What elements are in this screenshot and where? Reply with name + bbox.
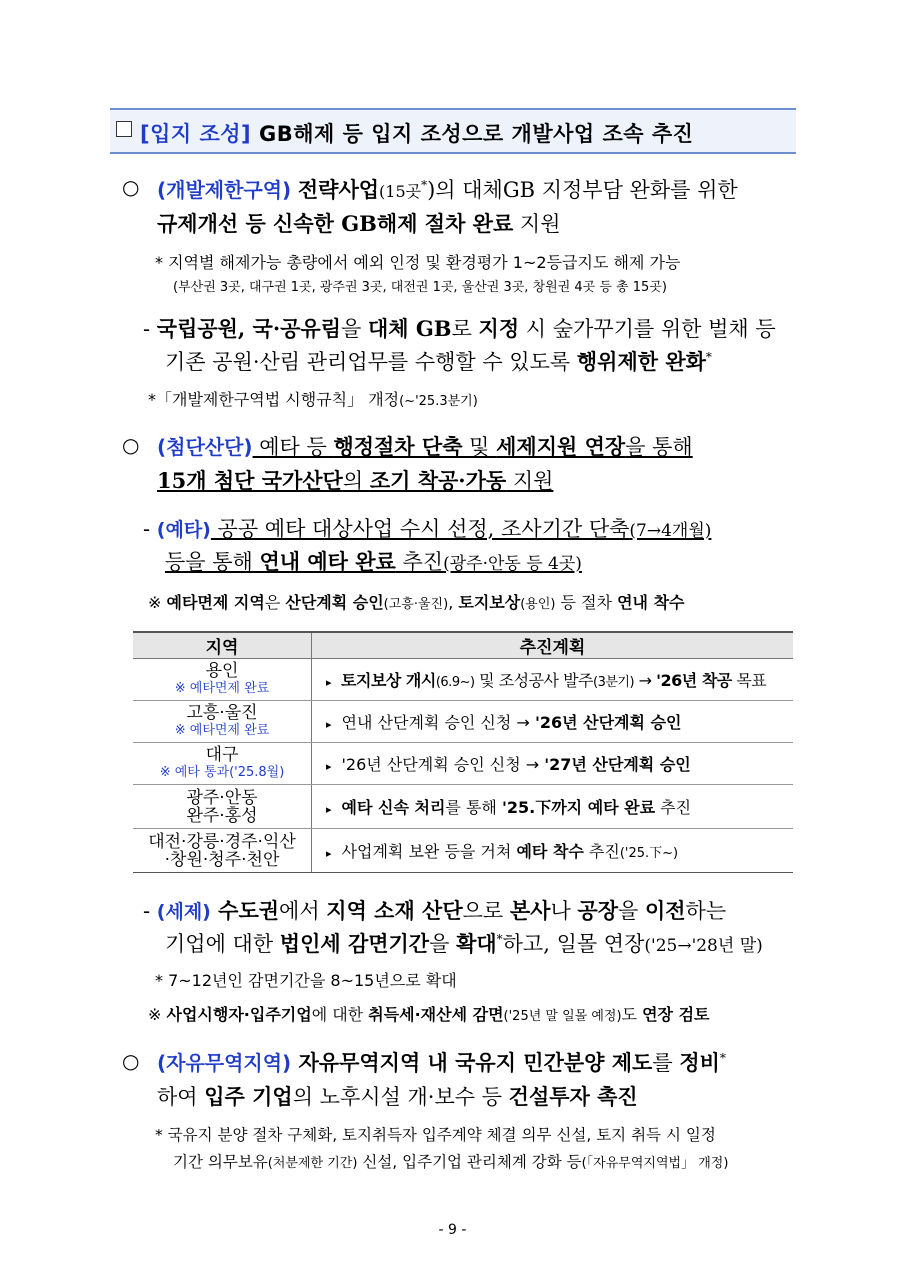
s2-d2-places: (광주·안동 등 4곳)	[443, 554, 582, 574]
s1-line1	[157, 174, 738, 204]
s2-t4: 의	[342, 469, 370, 493]
plan-text: 추진	[655, 798, 692, 817]
plan-strong: 토지보상 개시	[341, 671, 436, 690]
region-sub: ※ 예타 통과('25.8월)	[159, 764, 285, 780]
s1-note1b: (부산권 3곳, 대구권 1곳, 광주권 3곳, 대전권 1곳, 울산권 3곳, 창원권 4곳 등 총 15곳)	[173, 280, 667, 295]
s1-dash2	[165, 346, 712, 376]
region-name-2: 완주·홍성	[186, 805, 258, 826]
triangle-icon: ▸	[326, 847, 332, 860]
col-plan-header: 추진계획	[312, 632, 794, 659]
s1-d-t3: 시 숲가꾸기를 위한 벌채 등	[519, 317, 776, 341]
s1-d2-star: *	[705, 350, 712, 364]
s3-t6: 기업에 대한	[165, 932, 280, 956]
region-name: 용인	[205, 660, 239, 681]
table-row	[133, 701, 793, 743]
table-row	[133, 743, 793, 785]
triangle-icon: ▸	[326, 803, 332, 816]
bullet-icon: ○	[122, 433, 140, 457]
col-region-header: 지역	[133, 632, 312, 659]
s1-strong: 전략사업	[297, 177, 380, 202]
s4-s1: 자유무역지역 내 국유지 민간분양 제도	[291, 1050, 653, 1075]
s2-ref	[148, 590, 685, 613]
checkbox-icon	[116, 121, 132, 137]
region-cell	[133, 659, 312, 701]
s3-s2: 지역 소재 산단	[326, 898, 463, 923]
s3-s4: 공장	[577, 898, 618, 923]
s2-ref-t5: 등 절차	[555, 593, 618, 612]
s2-dash1	[143, 513, 711, 543]
s3-t3: 나	[550, 899, 578, 923]
s2-t1: 예타 등	[252, 435, 334, 459]
plan-strong: '27년 산단계획 승인	[544, 755, 691, 774]
s1-note2	[148, 387, 478, 410]
bullet-icon: ○	[122, 1049, 140, 1073]
s3-ref-s3: 연장 검토	[642, 1005, 710, 1024]
triangle-icon: ▸	[326, 760, 332, 773]
s1-d-strong2: 대체 GB	[367, 316, 452, 341]
plan-text: 를 통해	[445, 798, 502, 817]
section-title	[140, 118, 693, 148]
dash: -	[143, 517, 157, 541]
s1-tag: (개발제한구역)	[157, 178, 292, 202]
s2-tag: (첨단산단)	[157, 435, 253, 459]
section-header	[110, 108, 796, 154]
s2-ref-t3: ,	[448, 593, 459, 612]
s3-t7: 을	[429, 932, 457, 956]
s4-tag: (자유무역지역)	[157, 1051, 292, 1075]
s4-note2	[173, 1150, 728, 1172]
s4-n-t2: (처분제한 기간)	[267, 1156, 358, 1171]
table-row	[133, 659, 793, 701]
s4-star: *	[719, 1051, 726, 1065]
s3-ref-t1: 에 대한	[311, 1005, 369, 1024]
s4-s3: 입주 기업	[204, 1084, 293, 1109]
s1-d2-text: 기존 공원·산림 관리업무를 수행할 수 있도록	[165, 350, 577, 374]
dash: -	[143, 317, 157, 341]
s2-t2: 및	[462, 435, 497, 459]
region-name: 대구	[205, 744, 239, 765]
s3-s5: 이전	[644, 898, 686, 923]
s2-ref-s3: 토지보상	[458, 593, 521, 612]
s1-text: )의 대체GB 지정부담 완화를 위한	[427, 178, 738, 202]
s3-t9: ('25→'28년 말)	[644, 936, 763, 956]
region-cell	[133, 701, 312, 743]
s3-s1: 수도권	[210, 898, 280, 923]
plan-cell	[312, 701, 794, 743]
s4-t2: 하여	[157, 1085, 205, 1109]
s2-d2-t1: 등을 통해	[165, 550, 260, 574]
s4-t1: 를	[652, 1051, 680, 1075]
plan-text: 사업계획 보완 등을 거쳐	[341, 842, 517, 861]
plan-text: 목표	[731, 671, 767, 690]
plan-strong: '25.下까지 예타 완료	[501, 798, 656, 817]
s1-strong2: 규제개선 등 신속한 GB해제 절차 완료	[157, 211, 514, 236]
plan-cell	[312, 785, 794, 829]
s1-text2: 지원	[513, 212, 561, 236]
s1-note2-date: (~'25.3분기)	[399, 394, 478, 409]
s2-yeta-tag: (예타)	[156, 519, 211, 541]
triangle-icon: ▸	[326, 676, 332, 689]
plan-text: 추진	[583, 842, 620, 861]
region-name: 고흥·울진	[186, 702, 258, 723]
s2-dash2	[165, 546, 582, 576]
s4-s2: 정비	[679, 1050, 720, 1075]
s1-d-strong3: 지정	[478, 316, 520, 341]
s3-ref	[148, 1002, 710, 1025]
plan-cell	[312, 659, 794, 701]
s2-d1-months: (7→4개월)	[629, 521, 712, 541]
plan-strong: 예타 착수	[516, 842, 584, 861]
s3-t1: 에서	[279, 899, 327, 923]
s3-s3: 본사	[509, 898, 551, 923]
s4-n-t4: (「자유무역지역법」 개정)	[581, 1156, 729, 1171]
s4-s4: 건설투자 촉진	[508, 1084, 638, 1109]
s1-note2-text: *「개발제한구역법 시행규칙」 개정	[148, 390, 400, 409]
s2-ref-s2: 산단계획 승인	[285, 593, 384, 612]
s3-ref-s1: 사업시행자·입주기업	[166, 1005, 312, 1024]
s3-t5: 하는	[685, 899, 727, 923]
plan-small: (6.9~)	[435, 675, 475, 690]
table-row	[133, 829, 793, 873]
s2-line1	[157, 431, 693, 461]
plan-table	[133, 631, 793, 873]
region-name: 대전·강릉·경주·익산	[148, 831, 296, 852]
s3-star: *	[496, 932, 503, 946]
s2-ref-t2: (고흥·울진)	[383, 597, 449, 612]
s2-d2-strong: 연내 예타 완료	[259, 549, 396, 574]
region-sub: ※ 예타면제 완료	[174, 722, 270, 738]
s2-s3: 15개 첨단 국가산단	[157, 468, 343, 493]
s1-note1: * 지역별 해제가능 총량에서 예외 인정 및 환경평가 1~2등급지도 해제 가능	[155, 253, 681, 272]
region-name: 광주·안동	[186, 787, 258, 808]
plan-text: 및 조성공사 발주	[474, 671, 594, 690]
s1-d-t2: 로	[451, 317, 479, 341]
triangle-icon: ▸	[326, 718, 332, 731]
s2-d1-text: 공공 예타 대상사업 수시 선정, 조사기간 단축	[210, 517, 630, 541]
table-header-row	[133, 632, 793, 659]
s3-dash2	[165, 928, 763, 958]
plan-text: 연내 산단계획 승인 신청 →	[341, 713, 535, 732]
s3-ref-t2: ('25년 말 일몰 예정)	[503, 1009, 622, 1024]
s2-s2: 세제지원 연장	[496, 434, 626, 459]
s2-line2	[157, 465, 553, 495]
s4-t3: 의 노후시설 개·보수 등	[292, 1085, 509, 1109]
s2-ref-t4: (용인)	[520, 597, 556, 612]
table-row	[133, 785, 793, 829]
plan-strong: 예타 신속 처리	[341, 798, 446, 817]
s4-line2	[157, 1081, 638, 1111]
s3-ref-s2: 취득세·재산세 감면	[368, 1005, 504, 1024]
s3-note: * 7~12년인 감면기간을 8~15년으로 확대	[155, 971, 457, 990]
s3-t2: 으로	[462, 899, 510, 923]
s4-line1	[157, 1047, 726, 1077]
s4-n-t1: 기간 의무보유	[173, 1153, 268, 1171]
plan-cell	[312, 743, 794, 785]
section-title-text: GB해제 등 입지 조성으로 개발사업 조속 추진	[258, 122, 694, 146]
plan-strong: '26년 산단계획 승인	[534, 713, 682, 732]
region-cell	[133, 829, 312, 873]
region-sub: ※ 예타면제 완료	[174, 680, 270, 696]
region-name-2: ·창원·청주·천안	[164, 849, 280, 870]
s2-s1: 행정절차 단축	[333, 434, 463, 459]
s3-t8: 하고, 일몰 연장	[502, 932, 645, 956]
page-number: - 9 -	[438, 1222, 467, 1238]
s2-d2-t2: 추진	[395, 550, 444, 574]
section-tag: [입지 조성]	[140, 122, 252, 146]
bullet-icon: ○	[122, 175, 140, 199]
s1-d2-strong: 행위제한 완화	[576, 349, 706, 374]
s2-ref-s1: 예타면제 지역	[166, 593, 265, 612]
s1-star: *	[421, 178, 428, 192]
s1-count: (15곳	[379, 182, 422, 201]
region-cell	[133, 785, 312, 829]
s3-tag: (세제)	[156, 901, 211, 923]
plan-small: ('25.下~)	[619, 846, 679, 861]
ref-mark: ※	[148, 593, 167, 612]
plan-cell	[312, 829, 794, 873]
s3-s6: 법인세 감면기간	[279, 931, 430, 956]
plan-text: →	[634, 671, 657, 690]
plan-small: (3분기)	[593, 675, 635, 690]
s3-dash1	[143, 895, 726, 925]
s2-t3: 을 통해	[625, 435, 693, 459]
s2-ref-s4: 연내 착수	[617, 593, 685, 612]
s4-note1: * 국유지 분양 절차 구체화, 토지취득자 입주계약 체결 의무 신설, 토지 취득 시 일정	[155, 1126, 716, 1144]
s2-t5: 지원	[506, 469, 554, 493]
dash: -	[143, 899, 157, 923]
s4-n-t3: 신설, 입주기업 관리체계 강화 등	[357, 1153, 582, 1171]
s1-dash1	[143, 313, 776, 343]
s3-t4: 을	[618, 899, 645, 923]
plan-strong: '26년 착공	[656, 671, 732, 690]
s3-s7: 확대	[456, 931, 497, 956]
s1-line2	[157, 208, 561, 238]
s1-d-strong1: 국립공원, 국·공유림	[156, 316, 342, 341]
ref-mark: ※	[148, 1005, 167, 1024]
plan-text: '26년 산단계획 승인 신청 →	[341, 755, 545, 774]
s3-ref-t3: 도	[621, 1005, 643, 1024]
s2-s4: 조기 착공·가동	[369, 468, 507, 493]
s2-ref-t1: 은	[264, 593, 286, 612]
s1-d-t1: 을	[341, 317, 368, 341]
region-cell	[133, 743, 312, 785]
